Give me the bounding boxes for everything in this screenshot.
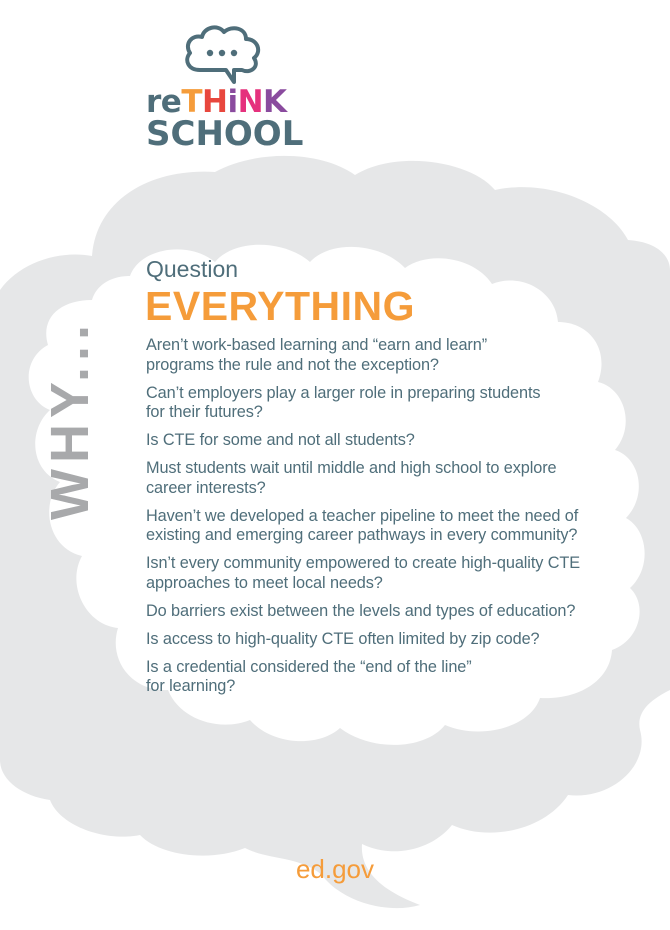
question-item <box>146 431 616 451</box>
logo-part-t: T <box>181 84 202 120</box>
question-line: Haven’t we developed a teacher pipeline to meet the need of <box>146 506 579 525</box>
side-label-why: WHY... <box>40 318 100 520</box>
question-item <box>146 658 616 697</box>
question-line: career interests? <box>146 478 266 497</box>
logo-part-k: K <box>263 84 287 120</box>
question-line: Is a credential considered the “end of the line” <box>146 657 472 676</box>
question-line: programs the rule and not the exception? <box>146 355 439 374</box>
logo-part-h: H <box>201 84 228 120</box>
question-line: Aren’t work-based learning and “earn and learn” <box>146 336 488 354</box>
question-line: Is access to high-quality CTE often limited by zip code? <box>146 629 540 648</box>
question-line: for their futures? <box>146 403 263 421</box>
logo-part-re: re <box>146 84 182 120</box>
question-item <box>146 336 616 375</box>
question-item <box>146 554 616 593</box>
question-line: approaches to meet local needs? <box>146 573 383 592</box>
question-line: existing and emerging career pathways in every community? <box>146 526 578 544</box>
speech-cloud-icon <box>180 22 264 88</box>
question-line: for learning? <box>146 677 236 695</box>
question-item <box>146 459 616 498</box>
footer-url: ed.gov <box>295 854 375 884</box>
question-list <box>146 336 616 705</box>
question-item <box>146 602 616 622</box>
question-line: Is CTE for some and not all students? <box>146 431 415 449</box>
heading-question: Question <box>146 256 239 282</box>
question-item <box>146 507 616 546</box>
heading-everything: EVERYTHING <box>145 283 416 329</box>
logo-part-n: N <box>237 84 264 120</box>
question-line: Must students wait until middle and high school to explore <box>146 459 557 477</box>
question-item <box>146 384 616 423</box>
question-item <box>146 630 616 650</box>
logo-part-i: i <box>227 84 238 120</box>
question-line: Do barriers exist between the levels and types of education? <box>146 601 576 620</box>
logo-school: SCHOOL <box>146 114 304 154</box>
question-line: Can’t employers play a larger role in preparing students <box>146 383 541 402</box>
question-line: Isn’t every community empowered to create high-quality CTE <box>146 554 580 572</box>
